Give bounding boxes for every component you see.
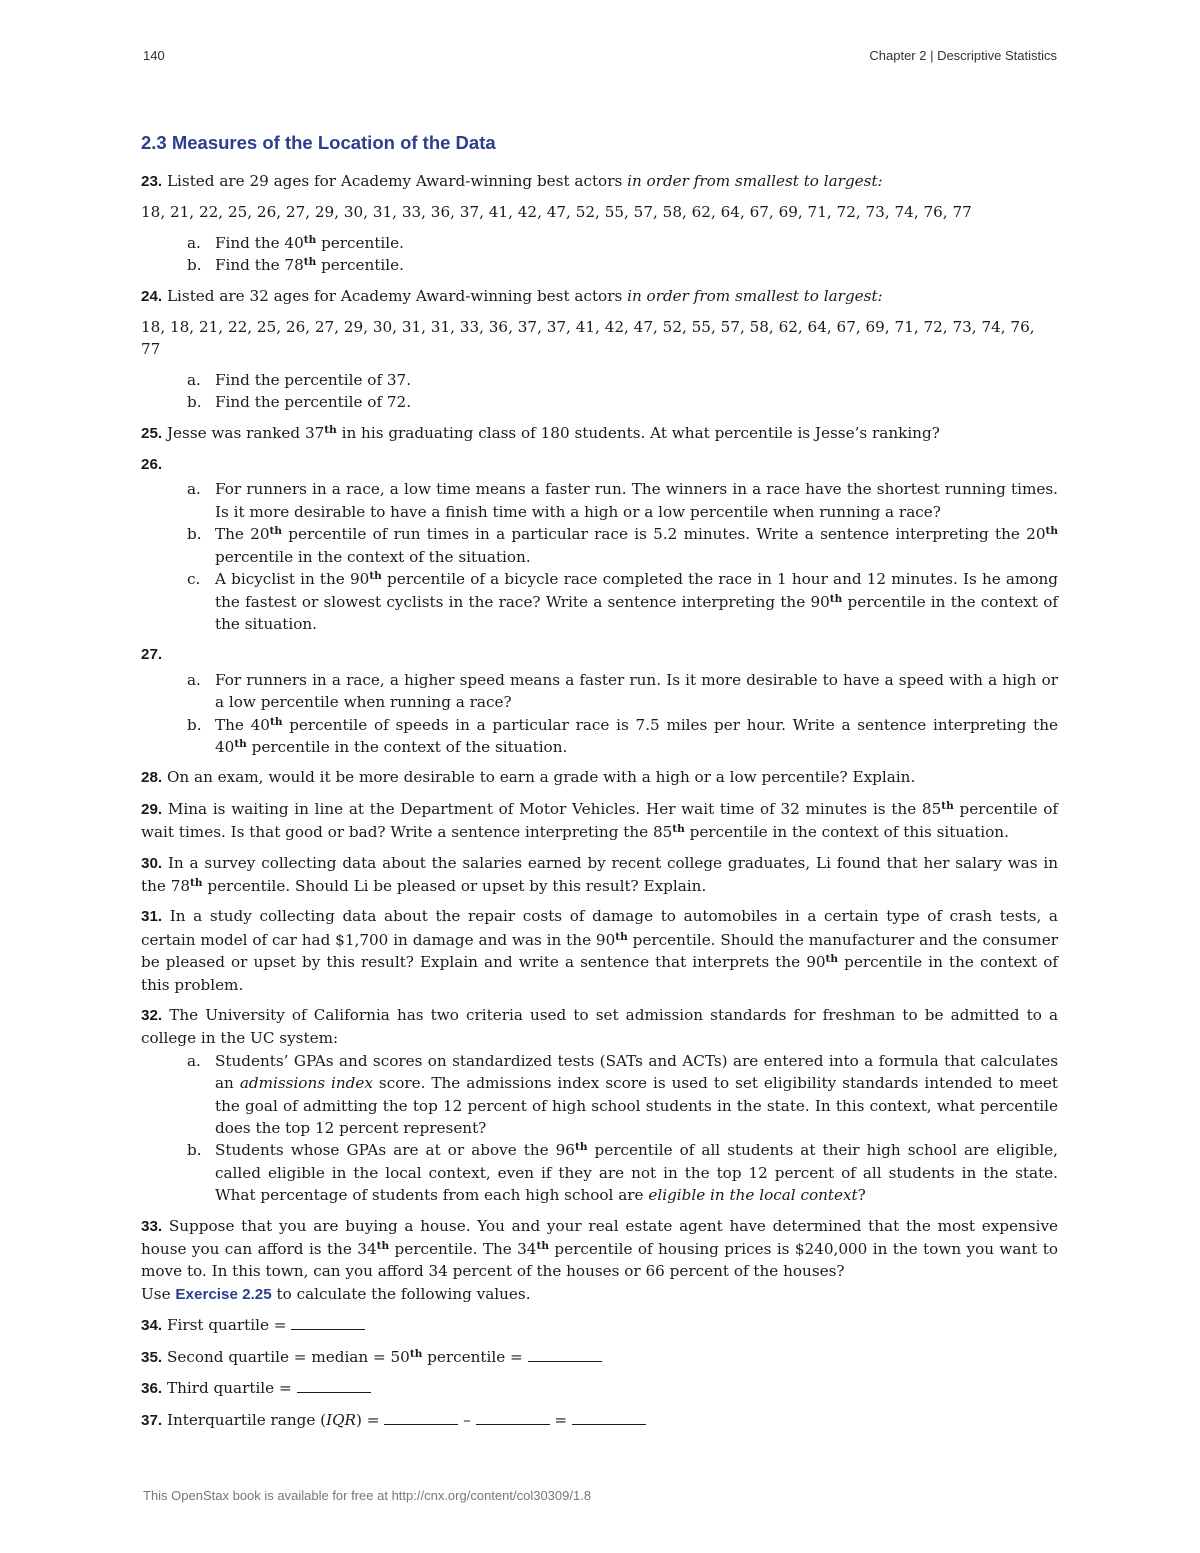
sub-question: c. A bicyclist in the 90th percentile of a bicycle race completed the race in 1 hour and 12 minutes. Is he among the fastest or slowest cyclists in the race? Write a sentence interpreting the 90th percentile in the context of the situation. — [187, 570, 1059, 633]
sub-question-list — [141, 232, 1058, 277]
answer-blank[interactable] — [572, 1410, 646, 1425]
sub-question: a. For runners in a race, a higher speed means a faster run. Is it more desirable to have a speed with a high or a low percentile when running a race? — [187, 670, 1058, 712]
sub-question: b. The 20th percentile of run times in a particular race is 5.2 minutes. Write a sentence interpreting the 20th percentile in the context of the situation. — [187, 525, 1058, 566]
exercise-34: 34. First quartile = — [141, 1314, 1058, 1337]
sub-question-list — [141, 478, 1058, 635]
exercise-number: 30. — [141, 854, 163, 872]
sub-question: a. For runners in a race, a low time means a faster run. The winners in a race have the shortest running times. Is it more desirable to have a finish time with a high or a low percentile when running a race? — [187, 480, 1058, 521]
content — [141, 130, 1058, 1440]
exercise-number: 34. — [141, 1317, 163, 1335]
instruction-line: Use Exercise 2.25 to calculate the following values. — [141, 1284, 531, 1303]
sub-question-list — [141, 669, 1058, 759]
exercise-number: 27. — [141, 646, 163, 664]
exercise-number: 37. — [141, 1411, 163, 1429]
answer-blank[interactable] — [291, 1315, 365, 1330]
sub-question-list — [141, 1050, 1058, 1207]
exercise-number: 31. — [141, 908, 163, 926]
answer-blank[interactable] — [384, 1410, 458, 1425]
data-list: 18, 18, 21, 22, 25, 26, 27, 29, 30, 31, 31, 33, 36, 37, 37, 41, 42, 47, 52, 55, 57, 58, 62, 64, 67, 69, 71, 72, 73, 74, 76, 77 — [141, 318, 1035, 359]
exercise-31: 31. In a study collecting data about the repair costs of damage to automobiles in a certain type of crash tests, a certain model of car had $1,700 in damage and was in the 90th percentile. Should the manufacturer and the consumer be pleased or upset by this result? Explain and write a sentence that interprets the 90th percentile in the context of this problem. — [141, 907, 1058, 994]
exercise-28: 28. On an exam, would it be more desirable to earn a grade with a high or a low percentile? Explain. — [141, 768, 916, 787]
section-title: 2.3 Measures of the Location of the Data — [141, 132, 496, 153]
footer-note: This OpenStax book is available for free at http://cnx.org/content/col30309/1.8 — [143, 1488, 592, 1503]
sub-question: a. Find the percentile of 37. — [187, 370, 412, 389]
answer-blank[interactable] — [476, 1410, 550, 1425]
exercise-number: 32. — [141, 1007, 163, 1024]
exercise-33: 33. Suppose that you are buying a house. You and your real estate agent have determined that the most expensive house you can afford is the 34th percentile. The 34th percentile of housing prices is $240,000 in the town you want to move to. In this town, can you afford 34 percent of the houses or 66 percent of the houses? — [141, 1216, 1059, 1281]
sub-question: b. Find the 78th percentile. — [187, 256, 404, 275]
exercise-26 — [141, 453, 1058, 476]
exercise-37: 37. Interquartile range (IQR) = – = — [141, 1409, 1058, 1432]
sub-question: b. Students whose GPAs are at or above the 96th percentile of all students at their high school are eligible, called eligible in the local context, even if they are not in the top 12 percent of all students in the state. What percentage of students from each high school are eligible in the local context? — [187, 1141, 1058, 1205]
sub-question: a. Find the 40th percentile. — [187, 233, 404, 252]
exercise-29: 29. Mina is waiting in line at the Department of Motor Vehicles. Her wait time of 32 minutes is the 85th percentile of wait times. Is that good or bad? Write a sentence interpreting the 85th percentile in the context of this situation. — [141, 799, 1059, 842]
exercise-27 — [141, 643, 1058, 666]
exercise-number: 26. — [141, 456, 163, 474]
page-number: 140 — [143, 48, 165, 63]
answer-blank[interactable] — [297, 1378, 371, 1393]
exercise-number: 29. — [141, 800, 163, 818]
exercise-number: 23. — [141, 173, 163, 190]
exercise-number: 35. — [141, 1348, 163, 1366]
exercise-23: 23. Listed are 29 ages for Academy Award-winning best actors in order from smallest to largest: — [141, 172, 883, 190]
answer-blank[interactable] — [528, 1347, 602, 1362]
exercise-32: 32. The University of California has two criteria used to set admission standards for freshman to be admitted to a college in the UC system: — [141, 1006, 1059, 1048]
exercise-number: 28. — [141, 769, 163, 787]
exercise-30: 30. In a survey collecting data about the salaries earned by recent college graduates, Li found that her salary was in the 78th percentile. Should Li be pleased or upset by this result? Explain. — [141, 853, 1058, 895]
exercise-number: 36. — [141, 1380, 163, 1398]
exercise-link[interactable]: Exercise 2.25 — [175, 1285, 272, 1303]
exercise-36: 36. Third quartile = — [141, 1377, 1058, 1400]
data-list: 18, 21, 22, 25, 26, 27, 29, 30, 31, 33, 36, 37, 41, 42, 47, 52, 55, 57, 58, 62, 64, 67, 69, 71, 72, 73, 74, 76, 77 — [141, 203, 972, 222]
sub-question: b. The 40th percentile of speeds in a particular race is 7.5 miles per hour. Write a sentence interpreting the 40th percentile in the context of the situation. — [187, 715, 1058, 756]
chapter-title: Chapter 2 | Descriptive Statistics — [869, 48, 1057, 63]
exercise-24: 24. Listed are 32 ages for Academy Award-winning best actors in order from smallest to largest: — [141, 286, 883, 305]
sub-question: b. Find the percentile of 72. — [187, 393, 412, 412]
exercise-35: 35. Second quartile = median = 50th percentile = — [141, 1346, 1058, 1369]
exercise-number: 33. — [141, 1217, 163, 1235]
sub-question: a. Students’ GPAs and scores on standardized tests (SATs and ACTs) are entered into a formula that calculates an admissions index score. The admissions index score is used to set eligibility standards intended to meet the goal of admitting the top 12 percent of high school students in the state. In this context, what percentile does the top 12 percent represent? — [187, 1051, 1059, 1138]
exercise-number: 24. — [141, 287, 163, 305]
exercise-25: 25. Jesse was ranked 37th in his graduating class of 180 students. At what percentile is Jesse’s ranking? — [141, 423, 940, 442]
sub-question-list — [141, 369, 1058, 414]
exercise-number: 25. — [141, 424, 163, 442]
